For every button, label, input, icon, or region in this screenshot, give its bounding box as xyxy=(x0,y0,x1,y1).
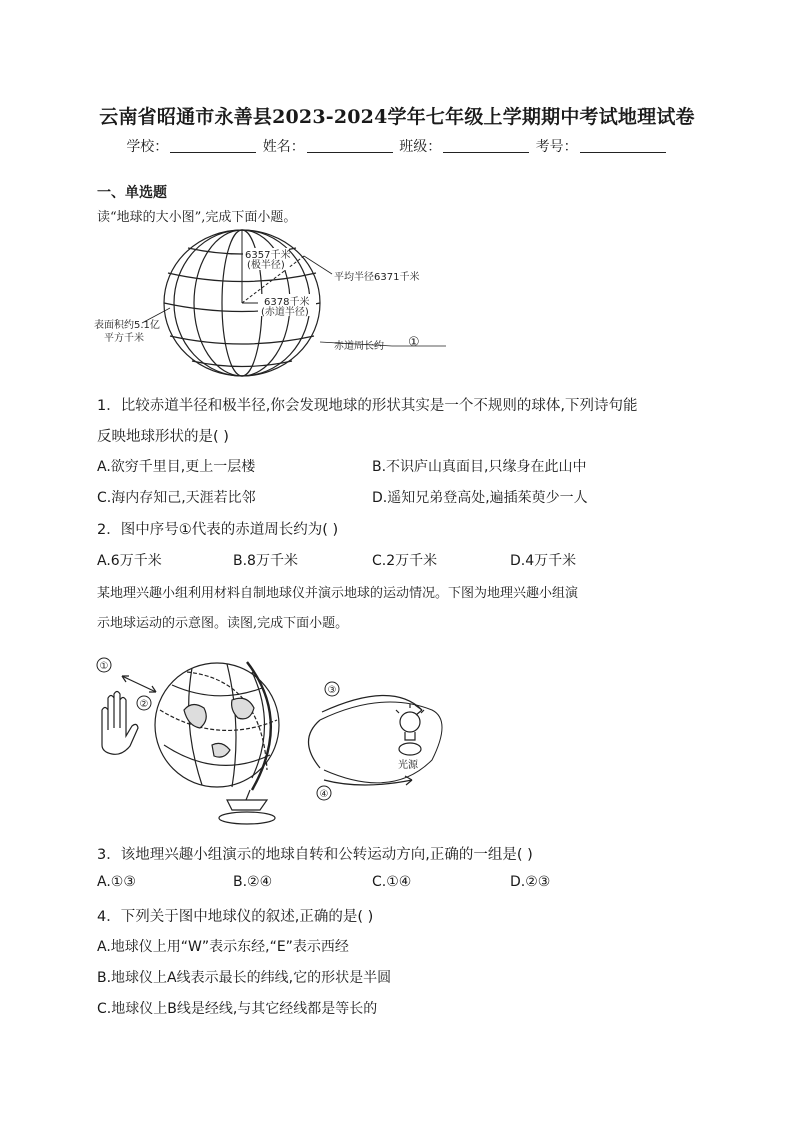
label-4: ④ xyxy=(319,789,329,800)
q3-stem: 3．该地理兴趣小组演示的地球自转和公转运动方向,正确的一组是( ) xyxy=(97,847,533,863)
q4-option-a[interactable]: A.地球仪上用“W”表示东经,“E”表示西经 xyxy=(97,939,349,955)
equator-radius-note: (赤道半径) xyxy=(261,307,309,318)
q3-option-b[interactable]: B.②④ xyxy=(233,874,273,890)
q1-stem-line2: 反映地球形状的是( ) xyxy=(97,429,229,445)
q1-option-a[interactable]: A.欲穷千里目,更上一层楼 xyxy=(97,459,256,475)
intro-text-1: 读“地球的大小图”,完成下面小题。 xyxy=(97,210,297,225)
surface-area-line1: 表面积约5.1亿 xyxy=(94,320,160,331)
q4-option-c[interactable]: C.地球仪上B线是经线,与其它经线都是等长的 xyxy=(97,1001,378,1017)
exam-title: 云南省昭通市永善县2023-2024学年七年级上学期期中考试地理试卷 xyxy=(99,106,695,128)
q2-option-a[interactable]: A.6万千米 xyxy=(97,553,162,569)
circumference-label: 赤道周长约 xyxy=(334,341,384,352)
polar-radius-note: (极半径) xyxy=(247,260,285,271)
intro-text-2-line2: 示地球运动的示意图。读图,完成下面小题。 xyxy=(97,616,349,631)
section-heading: 一、单选题 xyxy=(97,185,167,201)
q1-stem-line1: 1．比较赤道半径和极半径,你会发现地球的形状其实是一个不规则的球体,下列诗句能 xyxy=(97,398,638,414)
surface-area-line2: 平方千米 xyxy=(104,333,144,344)
earth-size-diagram xyxy=(92,228,462,378)
q1-option-b[interactable]: B.不识庐山真面目,只缘身在此山中 xyxy=(372,459,587,475)
q3-option-a[interactable]: A.①③ xyxy=(97,874,136,890)
light-source-label: 光源 xyxy=(398,760,418,771)
q2-option-b[interactable]: B.8万千米 xyxy=(233,553,298,569)
globe-icon xyxy=(155,662,279,824)
q2-option-c[interactable]: C.2万千米 xyxy=(372,553,438,569)
name-blank xyxy=(307,138,393,153)
exam-no-blank xyxy=(580,138,666,153)
q4-option-b[interactable]: B.地球仪上A线表示最长的纬线,它的形状是半圆 xyxy=(97,970,392,986)
q1-option-c[interactable]: C.海内存知己,天涯若比邻 xyxy=(97,490,256,506)
name-label: 姓名： xyxy=(262,139,305,155)
class-label: 班级： xyxy=(399,139,442,155)
circumference-number: ① xyxy=(408,335,420,350)
student-info-line xyxy=(0,136,794,156)
q2-option-d[interactable]: D.4万千米 xyxy=(510,553,577,569)
label-1: ① xyxy=(99,661,109,672)
label-3: ③ xyxy=(327,685,337,696)
class-blank xyxy=(443,138,529,153)
q3-option-d[interactable]: D.②③ xyxy=(510,874,551,890)
q3-option-c[interactable]: C.①④ xyxy=(372,874,412,890)
q4-stem: 4．下列关于图中地球仪的叙述,正确的是( ) xyxy=(97,909,374,925)
exam-no-label: 考号： xyxy=(535,139,578,155)
equator-radius-label: 6378千米 xyxy=(264,297,310,308)
q1-option-d[interactable]: D.遥知兄弟登高处,遍插茱萸少一人 xyxy=(372,490,588,506)
school-label: 学校： xyxy=(126,139,169,155)
label-2: ② xyxy=(139,699,149,710)
q2-stem: 2．图中序号①代表的赤道周长约为( ) xyxy=(97,522,339,538)
school-blank xyxy=(170,138,256,153)
globe-motion-diagram xyxy=(92,650,452,830)
hand-icon xyxy=(102,692,138,755)
mean-radius-label: 平均半径6371千米 xyxy=(334,272,420,283)
intro-text-2-line1: 某地理兴趣小组利用材料自制地球仪并演示地球的运动情况。下图为地理兴趣小组演 xyxy=(97,586,579,601)
polar-radius-label: 6357千米 xyxy=(245,250,291,261)
